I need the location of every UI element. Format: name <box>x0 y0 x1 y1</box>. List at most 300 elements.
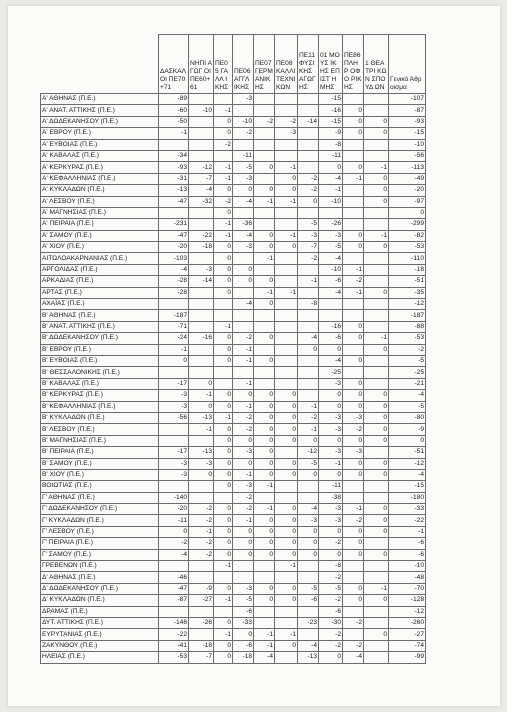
row-label: Α' ΧΙΟΥ (Π.Ε.) <box>41 242 159 253</box>
value-cell: 0 <box>254 424 275 435</box>
value-cell: 0 <box>275 401 298 412</box>
value-cell: -1 <box>275 561 298 572</box>
value-cell: 0 <box>214 526 233 537</box>
value-cell: 0 <box>254 390 275 401</box>
value-cell: -32 <box>189 196 214 207</box>
value-cell: -2 <box>189 504 214 515</box>
value-cell <box>275 105 298 116</box>
value-cell <box>159 139 189 150</box>
value-cell: 0 <box>214 435 233 446</box>
value-cell: -47 <box>159 583 189 594</box>
table-row <box>41 390 426 401</box>
value-cell: -1 <box>233 401 254 412</box>
value-cell: -2 <box>189 538 214 549</box>
value-cell <box>159 207 189 218</box>
column-header: ΔΑΣΚΑΛ ΟΙ ΠΕ70+71 <box>159 35 189 94</box>
value-cell <box>189 150 214 161</box>
value-cell: 0 <box>275 583 298 594</box>
total-cell: -12 <box>389 606 426 617</box>
value-cell: 0 <box>254 401 275 412</box>
value-cell: 0 <box>233 185 254 196</box>
value-cell: -46 <box>159 572 189 583</box>
value-cell: 0 <box>364 504 389 515</box>
value-cell: 0 <box>214 469 233 480</box>
value-cell <box>189 572 214 583</box>
value-cell: 0 <box>343 321 364 332</box>
total-cell: -5 <box>389 401 426 412</box>
value-cell: 0 <box>319 162 343 173</box>
row-label: Β' ΑΘΗΝΑΣ (Π.Ε.) <box>41 310 159 321</box>
value-cell: -6 <box>319 606 343 617</box>
value-cell: 0 <box>214 333 233 344</box>
value-cell: 0 <box>364 595 389 606</box>
value-cell: 0 <box>254 299 275 310</box>
value-cell: -3 <box>233 583 254 594</box>
value-cell <box>343 219 364 230</box>
table-row <box>41 139 426 150</box>
table-row <box>41 128 426 139</box>
table-row <box>41 458 426 469</box>
value-cell: -4 <box>189 185 214 196</box>
value-cell <box>189 492 214 503</box>
value-cell: -1 <box>214 412 233 423</box>
value-cell: 0 <box>364 629 389 640</box>
value-cell <box>298 572 319 583</box>
value-cell: 0 <box>343 116 364 127</box>
value-cell <box>275 617 298 628</box>
value-cell: -2 <box>319 538 343 549</box>
value-cell <box>233 367 254 378</box>
total-cell: -6 <box>389 549 426 560</box>
value-cell: -1 <box>275 629 298 640</box>
table-row <box>41 253 426 264</box>
value-cell <box>159 367 189 378</box>
value-cell: 0 <box>364 196 389 207</box>
row-label: Α' ΚΑΒΑΛΑΣ (Π.Ε.) <box>41 150 159 161</box>
value-cell <box>254 572 275 583</box>
value-cell: 0 <box>343 526 364 537</box>
value-cell: 0 <box>364 526 389 537</box>
total-cell: -15 <box>389 481 426 492</box>
row-label: ΗΛΕΙΑΣ (Π.Ε.) <box>41 652 159 663</box>
value-cell: -17 <box>159 447 189 458</box>
value-cell: -3 <box>159 401 189 412</box>
value-cell: -1 <box>233 355 254 366</box>
value-cell: 0 <box>343 105 364 116</box>
value-cell: 0 <box>343 162 364 173</box>
value-cell <box>254 264 275 275</box>
value-cell: -5 <box>298 583 319 594</box>
value-cell: 0 <box>275 242 298 253</box>
value-cell: 0 <box>214 549 233 560</box>
value-cell: -14 <box>298 116 319 127</box>
value-cell: -47 <box>159 196 189 207</box>
value-cell <box>233 287 254 298</box>
value-cell: 0 <box>364 424 389 435</box>
value-cell: 0 <box>364 412 389 423</box>
value-cell: -4 <box>233 196 254 207</box>
total-cell: -87 <box>389 105 426 116</box>
value-cell: -3 <box>319 424 343 435</box>
value-cell <box>275 333 298 344</box>
value-cell <box>254 128 275 139</box>
value-cell: 0 <box>343 333 364 344</box>
row-label: ΑΡΓΟΛΙΔΑΣ (Π.Ε.) <box>41 264 159 275</box>
value-cell: -2 <box>233 492 254 503</box>
value-cell: 0 <box>214 185 233 196</box>
value-cell: 0 <box>364 128 389 139</box>
value-cell: 0 <box>343 128 364 139</box>
value-cell: 0 <box>298 344 319 355</box>
value-cell <box>159 435 189 446</box>
value-cell: -1 <box>214 561 233 572</box>
table-row <box>41 572 426 583</box>
value-cell: -71 <box>159 321 189 332</box>
value-cell: 0 <box>254 458 275 469</box>
value-cell <box>343 185 364 196</box>
value-cell: -1 <box>275 287 298 298</box>
value-cell <box>298 481 319 492</box>
value-cell: -4 <box>233 299 254 310</box>
value-cell: -1 <box>254 287 275 298</box>
value-cell <box>214 150 233 161</box>
value-cell <box>214 94 233 105</box>
value-cell <box>364 139 389 150</box>
value-cell: 0 <box>254 355 275 366</box>
value-cell <box>275 264 298 275</box>
value-cell: 0 <box>298 435 319 446</box>
value-cell: -1 <box>214 105 233 116</box>
value-cell: 0 <box>233 435 254 446</box>
value-cell <box>343 299 364 310</box>
total-cell: -187 <box>389 310 426 321</box>
value-cell <box>275 253 298 264</box>
value-cell <box>364 617 389 628</box>
row-label: Α' ΚΥΚΛΑΔΩΝ (Π.Ε.) <box>41 185 159 196</box>
value-cell <box>298 162 319 173</box>
value-cell: -3 <box>189 264 214 275</box>
total-cell: -97 <box>389 196 426 207</box>
value-cell <box>364 310 389 321</box>
value-cell: 0 <box>254 595 275 606</box>
value-cell <box>189 94 214 105</box>
value-cell <box>364 652 389 663</box>
column-header: ΝΗΠΙ ΑΓΩΓ ΟΙ ΠΕ60+ 61 <box>189 35 214 94</box>
table-row <box>41 310 426 321</box>
value-cell: -93 <box>159 162 189 173</box>
value-cell: -10 <box>189 105 214 116</box>
total-cell: -12 <box>389 299 426 310</box>
value-cell: 0 <box>319 435 343 446</box>
value-cell: -2 <box>233 412 254 423</box>
total-cell: 0 <box>389 207 426 218</box>
row-label: ΖΑΚΥΝΘΟΥ (Π.Ε.) <box>41 640 159 651</box>
value-cell: 0 <box>214 617 233 628</box>
value-cell: -2 <box>319 572 343 583</box>
value-cell <box>159 299 189 310</box>
value-cell: -8 <box>298 299 319 310</box>
value-cell: 0 <box>214 128 233 139</box>
row-label: Β' ΔΩΔΕΚΑΝΗΣΟΥ (Π.Ε.) <box>41 333 159 344</box>
value-cell: -7 <box>298 242 319 253</box>
value-cell: 0 <box>214 344 233 355</box>
value-cell <box>254 321 275 332</box>
value-cell <box>343 150 364 161</box>
value-cell: -1 <box>254 253 275 264</box>
total-cell: -93 <box>389 116 426 127</box>
value-cell <box>275 150 298 161</box>
value-cell: 0 <box>364 515 389 526</box>
value-cell: -3 <box>159 390 189 401</box>
value-cell: -3 <box>319 515 343 526</box>
value-cell: 0 <box>275 595 298 606</box>
value-cell: 0 <box>298 538 319 549</box>
value-cell: -1 <box>343 504 364 515</box>
value-cell: 0 <box>214 652 233 663</box>
total-cell: -20 <box>389 185 426 196</box>
value-cell <box>189 629 214 640</box>
value-cell: -26 <box>189 617 214 628</box>
value-cell: 0 <box>233 390 254 401</box>
value-cell <box>275 606 298 617</box>
value-cell <box>189 116 214 127</box>
value-cell: -3 <box>319 230 343 241</box>
total-cell: -27 <box>389 629 426 640</box>
total-cell: -10 <box>389 561 426 572</box>
value-cell: -1 <box>233 469 254 480</box>
value-cell <box>364 538 389 549</box>
value-cell <box>275 310 298 321</box>
value-cell: -3 <box>159 469 189 480</box>
value-cell <box>254 617 275 628</box>
value-cell: -1 <box>189 424 214 435</box>
value-cell: -2 <box>343 424 364 435</box>
value-cell: -3 <box>298 230 319 241</box>
value-cell: 0 <box>214 264 233 275</box>
value-cell: -3 <box>233 173 254 184</box>
value-cell: 0 <box>298 196 319 207</box>
total-cell: -33 <box>389 504 426 515</box>
total-cell: -15 <box>389 128 426 139</box>
value-cell: 0 <box>159 355 189 366</box>
total-cell: -12 <box>389 458 426 469</box>
value-cell: -26 <box>319 219 343 230</box>
value-cell: -4 <box>319 287 343 298</box>
value-cell: -3 <box>233 481 254 492</box>
table-row <box>41 150 426 161</box>
table-row <box>41 105 426 116</box>
value-cell <box>364 640 389 651</box>
value-cell: -87 <box>159 595 189 606</box>
row-label: Α' ΑΝΑΤ. ΑΤΤΙΚΗΣ (Π.Ε.) <box>41 105 159 116</box>
value-cell: 0 <box>233 549 254 560</box>
value-cell <box>343 253 364 264</box>
value-cell: -2 <box>298 412 319 423</box>
value-cell: -2 <box>343 617 364 628</box>
value-cell: -6 <box>233 640 254 651</box>
value-cell: -1 <box>298 276 319 287</box>
value-cell <box>254 606 275 617</box>
total-cell: -35 <box>389 287 426 298</box>
row-label: ΑΡΤΑΣ (Π.Ε.) <box>41 287 159 298</box>
value-cell: 0 <box>214 538 233 549</box>
value-cell: -140 <box>159 492 189 503</box>
value-cell <box>254 94 275 105</box>
value-cell: 0 <box>214 253 233 264</box>
value-cell <box>233 321 254 332</box>
value-cell: -28 <box>159 276 189 287</box>
table-row <box>41 447 426 458</box>
value-cell <box>275 207 298 218</box>
value-cell: 0 <box>275 526 298 537</box>
table-row <box>41 333 426 344</box>
value-cell <box>364 378 389 389</box>
value-cell: -53 <box>159 652 189 663</box>
value-cell <box>364 219 389 230</box>
row-label: ΑΙΤΩΛΟΑΚΑΡΝΑΝΙΑΣ (Π.Ε.) <box>41 253 159 264</box>
value-cell <box>298 287 319 298</box>
value-cell: -23 <box>298 617 319 628</box>
value-cell: -36 <box>233 219 254 230</box>
value-cell <box>275 344 298 355</box>
value-cell: -187 <box>159 310 189 321</box>
value-cell: 0 <box>214 515 233 526</box>
value-cell <box>214 492 233 503</box>
total-cell: -10 <box>389 139 426 150</box>
table-row <box>41 492 426 503</box>
value-cell <box>233 572 254 583</box>
value-cell: -20 <box>159 504 189 515</box>
value-cell: 0 <box>343 469 364 480</box>
total-cell: -260 <box>389 617 426 628</box>
value-cell <box>343 139 364 150</box>
value-cell <box>189 128 214 139</box>
total-cell: -51 <box>389 447 426 458</box>
value-cell: 0 <box>343 390 364 401</box>
value-cell: -3 <box>319 378 343 389</box>
value-cell: 0 <box>275 640 298 651</box>
value-cell: 0 <box>364 242 389 253</box>
value-cell: -3 <box>233 94 254 105</box>
value-cell: -3 <box>298 515 319 526</box>
value-cell: -2 <box>233 424 254 435</box>
value-cell: 0 <box>343 538 364 549</box>
value-cell <box>189 207 214 218</box>
value-cell: -1 <box>319 458 343 469</box>
value-cell: -12 <box>298 447 319 458</box>
value-cell: -18 <box>189 242 214 253</box>
table-row <box>41 538 426 549</box>
table-row <box>41 435 426 446</box>
table-row <box>41 367 426 378</box>
row-label: Α' ΕΒΡΟΥ (Π.Ε.) <box>41 128 159 139</box>
value-cell <box>214 367 233 378</box>
row-label: Α' ΚΕΡΚΥΡΑΣ (Π.Ε.) <box>41 162 159 173</box>
value-cell: 0 <box>254 549 275 560</box>
value-cell: -8 <box>319 139 343 150</box>
value-cell <box>298 105 319 116</box>
value-cell: -11 <box>319 150 343 161</box>
value-cell: 0 <box>275 458 298 469</box>
value-cell <box>364 276 389 287</box>
value-cell <box>275 94 298 105</box>
row-label: Δ' ΑΘΗΝΑΣ (Π.Ε.) <box>41 572 159 583</box>
value-cell: -9 <box>189 583 214 594</box>
value-cell <box>189 355 214 366</box>
table-row <box>41 606 426 617</box>
value-cell <box>298 139 319 150</box>
data-table <box>40 34 426 664</box>
value-cell: -11 <box>233 150 254 161</box>
table-row <box>41 515 426 526</box>
value-cell <box>343 207 364 218</box>
value-cell: 0 <box>275 412 298 423</box>
value-cell: 0 <box>343 355 364 366</box>
value-cell: 0 <box>275 515 298 526</box>
table-row <box>41 504 426 515</box>
value-cell: -25 <box>319 367 343 378</box>
value-cell <box>189 561 214 572</box>
table-row <box>41 549 426 560</box>
value-cell: 0 <box>343 435 364 446</box>
value-cell: -4 <box>254 652 275 663</box>
table-row <box>41 185 426 196</box>
value-cell: 0 <box>343 230 364 241</box>
value-cell: -2 <box>275 116 298 127</box>
value-cell: -1 <box>364 230 389 241</box>
value-cell: -31 <box>159 173 189 184</box>
value-cell: -4 <box>343 652 364 663</box>
value-cell: -5 <box>233 162 254 173</box>
value-cell <box>189 435 214 446</box>
value-cell <box>275 355 298 366</box>
row-label: ΒΟΙΩΤΙΑΣ (Π.Ε.) <box>41 481 159 492</box>
value-cell: -7 <box>189 652 214 663</box>
value-cell: -2 <box>189 549 214 560</box>
value-cell <box>364 481 389 492</box>
total-cell: -53 <box>389 242 426 253</box>
value-cell <box>343 310 364 321</box>
value-cell <box>364 264 389 275</box>
value-cell: 0 <box>233 276 254 287</box>
row-label: Α' ΚΕΦΑΛΛΗΝΙΑΣ (Π.Ε.) <box>41 173 159 184</box>
value-cell: -2 <box>319 640 343 651</box>
total-cell: -88 <box>389 321 426 332</box>
value-cell <box>254 207 275 218</box>
table-row <box>41 617 426 628</box>
value-cell: -3 <box>233 242 254 253</box>
table-row <box>41 652 426 663</box>
value-cell: 0 <box>319 469 343 480</box>
value-cell: 0 <box>275 469 298 480</box>
value-cell: 0 <box>214 287 233 298</box>
value-cell: -2 <box>214 196 233 207</box>
value-cell <box>189 310 214 321</box>
total-cell: -56 <box>389 150 426 161</box>
value-cell: 0 <box>189 378 214 389</box>
value-cell: -6 <box>298 595 319 606</box>
value-cell <box>364 572 389 583</box>
row-label: Β' ΚΥΚΛΑΔΩΝ (Π.Ε.) <box>41 412 159 423</box>
value-cell <box>275 299 298 310</box>
row-label: Α' ΣΑΜΟΥ (Π.Ε.) <box>41 230 159 241</box>
value-cell: 0 <box>364 344 389 355</box>
value-cell: -231 <box>159 219 189 230</box>
total-cell: -128 <box>389 595 426 606</box>
row-label: Δ' ΔΩΔΕΚΑΝΗΣΟΥ (Π.Ε.) <box>41 583 159 594</box>
value-cell: -6 <box>319 333 343 344</box>
value-cell <box>319 207 343 218</box>
